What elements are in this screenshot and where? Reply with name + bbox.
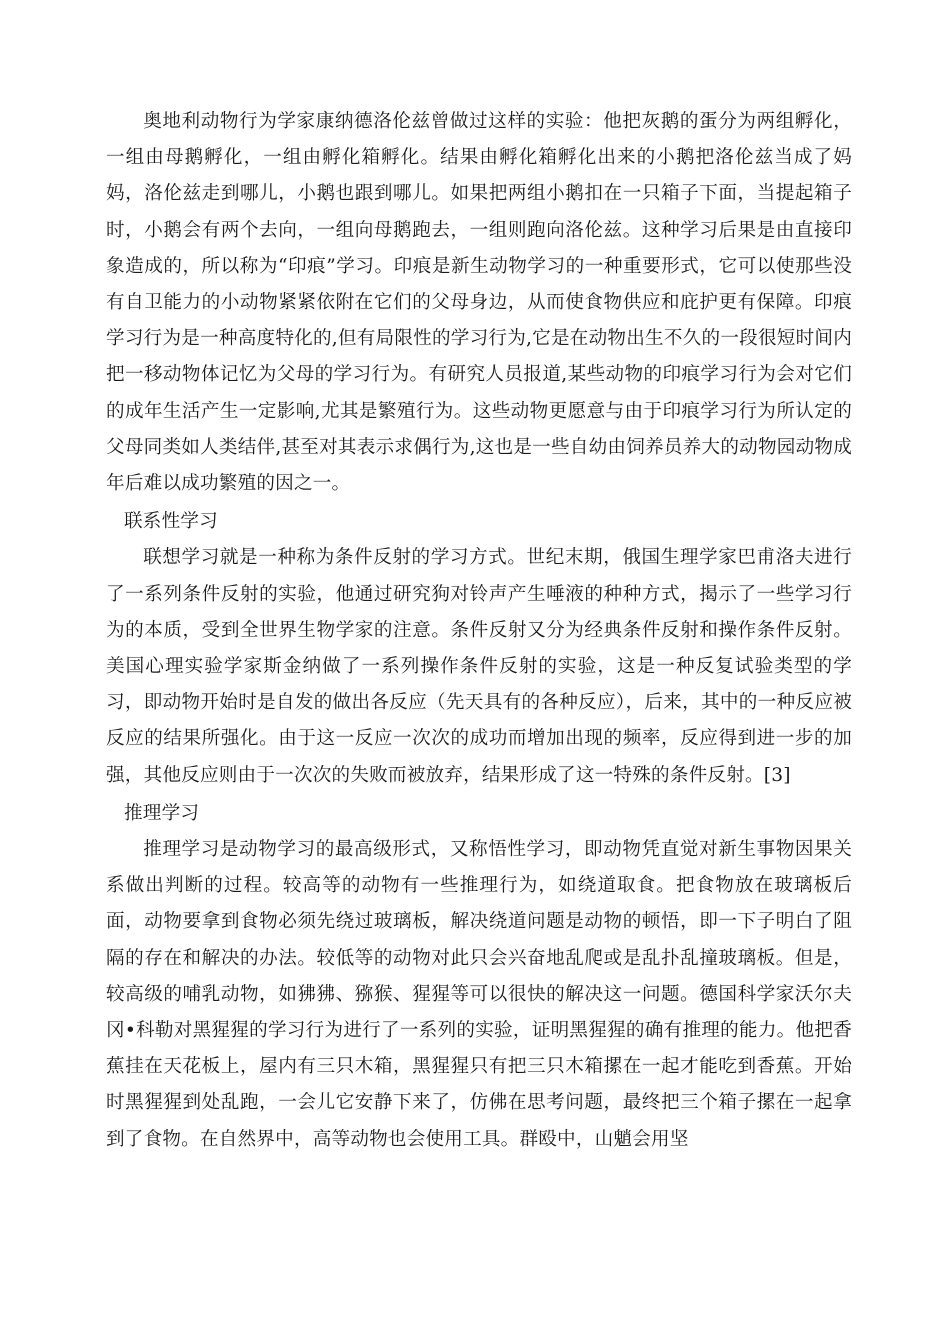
paragraph-imprinting: 奥地利动物行为学家康纳德洛伦兹曾做过这样的实验：他把灰鹅的蛋分为两组孵化，一组由母鹅孵化，一组由孵化箱孵化。结果由孵化箱孵化出来的小鹅把洛伦兹当成了妈妈，洛伦兹走到哪儿，小鹅也跟到哪儿。如果把两组小鹅扣在一只箱子下面，当提起箱子时，小鹅会有两个去向，一组向母鹅跑去，一组则跑向洛伦兹。这种学习后果是由直接印象造成的，所以称为“印痕”学习。印痕是新生动物学习的一种重要形式，它可以使那些没有自卫能力的小动物紧紧依附在它们的父母身边，从而使食物供应和庇护更有保障。印痕学习行为是一种高度特化的,但有局限性的学习行为,它是在动物出生不久的一段很短时间内把一移动物体记忆为父母的学习行为。有研究人员报道,某些动物的印痕学习行为会对它们的成年生活产生一定影响,尤其是繁殖行为。这些动物更愿意与由于印痕学习行为所认定的父母同类如人类结伴,甚至对其表示求偶行为,这也是一些自幼由饲养员养大的动物园动物成年后难以成功繁殖的因之一。: [106, 111, 852, 495]
section-heading-reasoning-learning: 推理学习: [124, 802, 200, 824]
document-page: [106, 104, 852, 1158]
paragraph-reasoning: 推理学习是动物学习的最高级形式，又称悟性学习，即动物凭直觉对新生事物因果关系做出判断的过程。较高等的动物有一些推理行为，如绕道取食。把食物放在玻璃板后面，动物要拿到食物必须先绕过玻璃板，解决绕道问题是动物的顿悟，即一下子明白了阻隔的存在和解决的办法。较低等的动物对此只会兴奋地乱爬或是乱扑乱撞玻璃板。但是，较高级的哺乳动物，如狒狒、猕猴、猩猩等可以很快的解决这一问题。德国科学家沃尔夫冈•科勒对黑猩猩的学习行为进行了一系列的实验，证明黑猩猩的确有推理的能力。他把香蕉挂在天花板上，屋内有三只木箱，黑猩猩只有把三只木箱摞在一起才能吃到香蕉。开始时黑猩猩到处乱跑，一会儿它安静下来了，仿佛在思考问题，最终把三个箱子摞在一起拿到了食物。在自然界中，高等动物也会使用工具。群殴中，山魈会用坚: [106, 839, 852, 1150]
paragraph-conditioned-reflex: 联想学习就是一种称为条件反射的学习方式。世纪末期，俄国生理学家巴甫洛夫进行了一系列条件反射的实验，他通过研究狗对铃声产生唾液的种种方式，揭示了一些学习行为的本质，受到全世界生物学家的注意。条件反射又分为经典条件反射和操作条件反射。美国心理实验学家斯金纳做了一系列操作条件反射的实验，这是一种反复试验类型的学习，即动物开始时是自发的做出各反应（先天具有的各种反应），后来，其中的一种反应被反应的结果所强化。由于这一反应一次次的成功而增加出现的频率，反应得到进一步的加强，其他反应则由于一次次的失败而被放弃，结果形成了这一特殊的条件反射。[3]: [106, 547, 852, 786]
section-heading-associative-learning: 联系性学习: [124, 511, 218, 533]
